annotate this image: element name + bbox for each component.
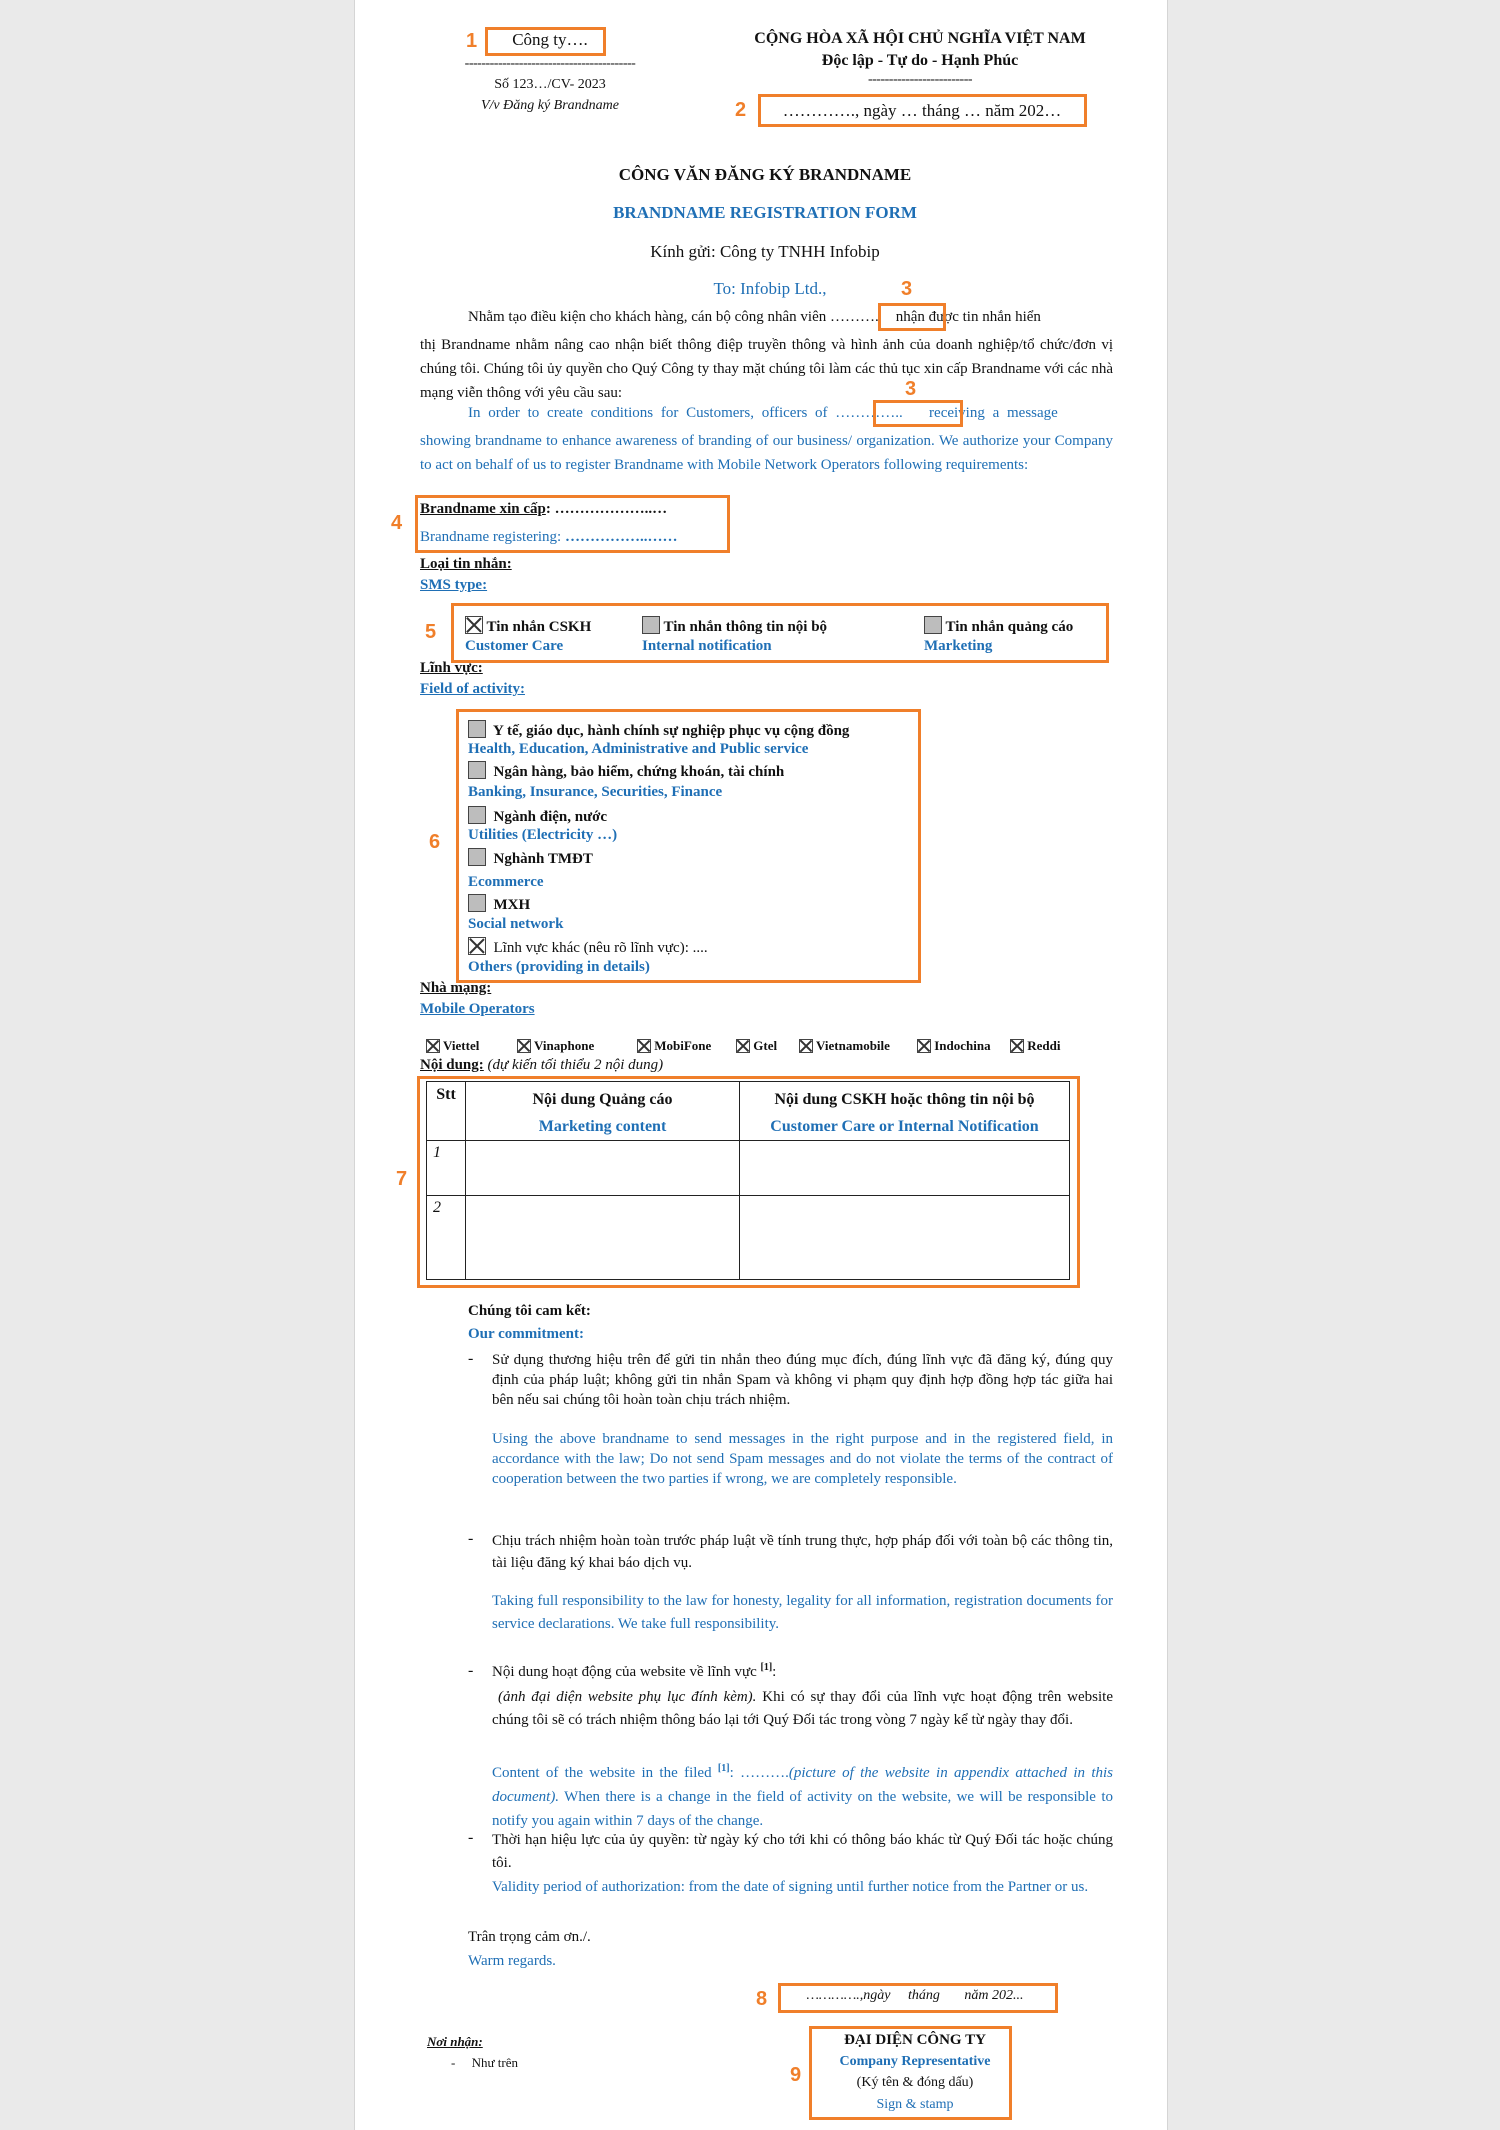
operator-vinaphone-label: Vinaphone bbox=[534, 1038, 595, 1053]
header-divider-right: ------------------------- bbox=[867, 72, 973, 87]
nation-motto: Độc lập - Tự do - Hạnh Phúc bbox=[821, 52, 1019, 69]
recipients-item-label: Như trên bbox=[471, 2055, 518, 2070]
form-title-vi: CÔNG VĂN ĐĂNG KÝ BRANDNAME bbox=[618, 165, 912, 184]
intro-vi-rest: thị Brandname nhằm nâng cao nhận biết thông điệp truyền thông và hình ảnh của doanh nghiệp/tổ chức/đơn vị chúng tôi. Chúng tôi ủy quyền cho Quý Công ty thay mặt chúng tôi làm các thủ tục xin cấp Brandname với các nhà mạng viễn thông với yêu cầu sau: bbox=[420, 337, 1113, 401]
sms-option-marketing-en: Marketing bbox=[924, 638, 993, 654]
content-label-row bbox=[420, 1057, 663, 1074]
row-number: 2 bbox=[427, 1196, 466, 1280]
field-option-others-vi: Lĩnh vực khác (nêu rõ lĩnh vực): .... bbox=[493, 940, 708, 956]
addressee-vi: Kính gửi: Công ty TNHH Infobip bbox=[650, 242, 880, 261]
commitment-3-vi-a-row: Nội dung hoạt động của website về lĩnh vực [1]: bbox=[492, 1662, 777, 1680]
operator-indochina[interactable] bbox=[917, 1038, 991, 1054]
annotation-number-6: 6 bbox=[429, 831, 441, 853]
intro-vi-blank[interactable]: ………. bbox=[829, 309, 879, 325]
footnote-ref[interactable]: [1] bbox=[717, 1763, 730, 1774]
footer-date-line[interactable]: ………….,ngày tháng năm 202... bbox=[806, 1988, 1024, 2003]
checkbox-checked-icon[interactable] bbox=[637, 1039, 651, 1053]
annotation-number-9: 9 bbox=[790, 2064, 802, 2086]
annotation-number-2: 2 bbox=[735, 99, 747, 121]
annotation-box-5 bbox=[451, 603, 1109, 663]
thanks-en: Warm regards. bbox=[468, 1953, 556, 1969]
commitment-3-vi-b bbox=[492, 1686, 1113, 1732]
annotation-box-1 bbox=[485, 27, 606, 56]
commitment-4-vi: Thời hạn hiệu lực của ủy quyền: từ ngày ký cho tới khi có thông báo khác từ Quý Đối tác hoặc chúng tôi. bbox=[492, 1832, 1113, 1871]
col-marketing-vi: Nội dung Quảng cáo bbox=[532, 1091, 673, 1108]
intro-vi-text: Nhằm tạo điều kiện cho khách hàng, cán bộ công nhân viên bbox=[468, 309, 827, 325]
recipients-item: - Như trên bbox=[451, 2055, 518, 2070]
nation-title: CỘNG HÒA XÃ HỘI CHỦ NGHĨA VIỆT NAM bbox=[754, 30, 1086, 47]
checkbox-checked-icon[interactable] bbox=[917, 1039, 931, 1053]
field-label-en: Field of activity: bbox=[420, 681, 525, 697]
annotation-box-9 bbox=[809, 2026, 1012, 2120]
sms-option-internal-en: Internal notification bbox=[642, 638, 772, 654]
operator-vietnamobile-label: Vietnamobile bbox=[816, 1038, 890, 1053]
sms-option-internal-vi: Tin nhắn thông tin nội bộ bbox=[663, 619, 828, 635]
sms-option-marketing-vi: Tin nhắn quảng cáo bbox=[945, 619, 1074, 635]
operator-viettel-label: Viettel bbox=[443, 1038, 480, 1053]
commitment-3-en-b: : ………. bbox=[729, 1765, 789, 1781]
bullet-dash: - bbox=[468, 1530, 474, 1547]
bullet-dash: - bbox=[468, 1350, 474, 1367]
field-option-health-vi: Y tế, giáo dục, hành chính sự nghiệp phục vụ cộng đồng bbox=[492, 723, 850, 739]
annotation-box-7 bbox=[417, 1076, 1080, 1288]
intro-en-rest: showing brandname to enhance awareness of branding of our business/ organization. We authorize your Company to act on behalf of us to register Brandname with Mobile Network Operators following requirements: bbox=[420, 433, 1113, 473]
sign-note-en[interactable]: Sign & stamp bbox=[876, 2097, 954, 2112]
annotation-box-6 bbox=[456, 709, 921, 983]
row-number: 1 bbox=[427, 1141, 466, 1196]
sms-option-cskh-en: Customer Care bbox=[465, 638, 564, 654]
brandname-label-en: Brandname registering: bbox=[420, 529, 562, 545]
commitment-3-en-italic: (picture of the website in appendix attached in this document). bbox=[492, 1765, 1113, 1805]
field-option-health-en: Health, Education, Administrative and Public service bbox=[468, 741, 809, 757]
checkbox-checked-icon[interactable] bbox=[736, 1039, 750, 1053]
annotation-number-8: 8 bbox=[756, 1988, 768, 2010]
field-option-utilities-en: Utilities (Electricity …) bbox=[468, 827, 618, 843]
commitment-3-vi-a: Nội dung hoạt động của website về lĩnh vực bbox=[492, 1664, 757, 1680]
annotation-box-3a bbox=[878, 303, 946, 331]
commitment-3-en-c: When there is a change in the field of activity on the website, we will be responsible to notify you again within 7 days of the change. bbox=[492, 1789, 1113, 1829]
bullet-dash: - bbox=[468, 1662, 474, 1679]
rep-title-en: Company Representative bbox=[839, 2054, 991, 2069]
doc-subject: V/v Đăng ký Brandname bbox=[480, 98, 620, 113]
sms-type-label-vi: Loại tin nhắn: bbox=[420, 556, 512, 572]
footnote-ref[interactable]: [1] bbox=[760, 1662, 773, 1673]
checkbox-checked-icon[interactable] bbox=[1010, 1039, 1024, 1053]
intro-en-text: In order to create conditions for Customers, officers of bbox=[468, 405, 828, 421]
annotation-box-4 bbox=[415, 495, 730, 553]
operator-gtel[interactable] bbox=[736, 1038, 777, 1054]
col-stt: Stt bbox=[427, 1082, 466, 1141]
content-note: (dự kiến tối thiểu 2 nội dung) bbox=[487, 1057, 664, 1073]
operator-reddi-label: Reddi bbox=[1027, 1038, 1061, 1053]
field-option-banking-vi: Ngân hàng, bảo hiểm, chứng khoán, tài chính bbox=[493, 764, 785, 780]
content-label: Nội dung: bbox=[420, 1057, 484, 1073]
intro-en-blank[interactable]: ………….. bbox=[835, 405, 903, 421]
field-option-ecommerce-vi: Nghành TMĐT bbox=[493, 851, 593, 867]
rep-title-vi: ĐẠI DIỆN CÔNG TY bbox=[844, 2032, 986, 2048]
annotation-box-2 bbox=[758, 94, 1087, 127]
annotation-box-3b bbox=[873, 400, 963, 427]
commitment-4-en: Validity period of authorization: from the date of signing until further notice from the Partner or us. bbox=[492, 1879, 1089, 1895]
commitment-title-en: Our commitment: bbox=[468, 1326, 584, 1342]
operators-label-vi: Nhà mạng: bbox=[420, 980, 492, 996]
header-divider-left: ----------------------------------------- bbox=[464, 56, 636, 71]
bullet-dash: - bbox=[468, 1829, 474, 1846]
doc-number: Số 123…/CV- 2023 bbox=[494, 77, 606, 92]
annotation-box-8 bbox=[778, 1983, 1058, 2013]
commitment-2-vi: Chịu trách nhiệm hoàn toàn trước pháp luật về tính trung thực, hợp pháp đối với toàn bộ các thông tin, tài liệu đăng ký khai báo dịch vụ. bbox=[492, 1533, 1113, 1571]
annotation-number-4: 4 bbox=[391, 512, 403, 534]
commitment-3-vi-c: Khi có sự thay đổi của lĩnh vực hoạt động trên website chúng tôi sẽ có trách nhiệm thông báo lại tới Quý Đối tác trong vòng 7 ngày kể từ ngày thay đổi. bbox=[492, 1689, 1113, 1728]
operator-indochina-label: Indochina bbox=[934, 1038, 991, 1053]
field-option-ecommerce-en: Ecommerce bbox=[468, 874, 544, 890]
operator-vietnamobile[interactable] bbox=[799, 1038, 890, 1054]
thanks-vi: Trân trọng cảm ơn./. bbox=[468, 1929, 591, 1945]
header-date-line[interactable]: …………., ngày … tháng … năm 202… bbox=[782, 101, 1062, 120]
intro-en-text-after: receiving a message bbox=[929, 405, 1058, 421]
field-label-vi: Lĩnh vực: bbox=[420, 660, 483, 676]
commitment-title-vi: Chúng tôi cam kết: bbox=[468, 1303, 591, 1319]
operator-mobifone[interactable] bbox=[637, 1038, 711, 1054]
sms-type-label-en: SMS type: bbox=[420, 577, 488, 593]
sms-option-cskh-vi: Tin nhắn CSKH bbox=[486, 619, 592, 635]
operator-vinaphone[interactable] bbox=[517, 1038, 594, 1054]
col-cskh-en: Customer Care or Internal Notification bbox=[770, 1118, 1039, 1135]
col-cskh-vi: Nội dung CSKH hoặc thông tin nội bộ bbox=[774, 1091, 1035, 1108]
commitment-3-en-a: Content of the website in the filed bbox=[492, 1765, 712, 1781]
form-title-en: BRANDNAME REGISTRATION FORM bbox=[613, 203, 917, 222]
field-option-social-en: Social network bbox=[468, 916, 564, 932]
brandname-value-en[interactable]: ……………..…… bbox=[564, 529, 678, 545]
field-option-others-en: Others (providing in details) bbox=[468, 959, 650, 975]
checkbox-checked-icon[interactable] bbox=[517, 1039, 531, 1053]
field-option-utilities-vi: Ngành điện, nước bbox=[493, 809, 608, 825]
operator-reddi[interactable] bbox=[1010, 1038, 1060, 1054]
commitment-3-en bbox=[492, 1757, 1113, 1833]
field-option-banking-en: Banking, Insurance, Securities, Finance bbox=[468, 784, 723, 800]
brandname-value-vi[interactable]: : ………………..… bbox=[545, 501, 668, 517]
commitment-3-vi-italic: (ảnh đại diện website phụ lục đính kèm). bbox=[498, 1689, 757, 1705]
recipients-label: Nơi nhận: bbox=[427, 2034, 483, 2049]
operator-viettel[interactable] bbox=[426, 1038, 479, 1054]
annotation-number-3b: 3 bbox=[905, 378, 917, 400]
annotation-number-1: 1 bbox=[466, 30, 478, 52]
addressee-en: To: Infobip Ltd., bbox=[713, 279, 827, 298]
operators-label-en: Mobile Operators bbox=[420, 1001, 535, 1017]
col-marketing-en: Marketing content bbox=[538, 1118, 667, 1135]
intro-vi-line1 bbox=[468, 309, 1041, 326]
commitment-1-en: Using the above brandname to send messages in the right purpose and in the registered field, in accordance with the law; Do not send Spam messages and do not violate the terms of the contract of cooperation between the two parties if wrong, we are completely responsible. bbox=[492, 1431, 1113, 1487]
brandname-label-vi: Brandname xin cấp bbox=[420, 501, 546, 517]
field-option-social-vi: MXH bbox=[493, 897, 531, 913]
commitment-1-vi: Sử dụng thương hiệu trên để gửi tin nhắn theo đúng mục đích, đúng lĩnh vực đã đăng ký, đúng quy định của pháp luật; không gửi tin nhắn Spam và không vi phạm quy định hợp đồng hợp tác giữa hai bên nếu sai chúng tôi hoàn toàn chịu trách nhiệm. bbox=[492, 1352, 1113, 1408]
commitment-2-en: Taking full responsibility to the law for honesty, legality for all information, registration documents for service declarations. We take full responsibility. bbox=[492, 1593, 1113, 1632]
checkbox-checked-icon[interactable] bbox=[426, 1039, 440, 1053]
intro-en-line1 bbox=[468, 405, 1058, 422]
operator-gtel-label: Gtel bbox=[753, 1038, 778, 1053]
intro-vi-text-after: nhận được tin nhắn hiển bbox=[895, 309, 1041, 325]
sign-note-vi: (Ký tên & đóng dấu) bbox=[856, 2075, 974, 2090]
checkbox-checked-icon[interactable] bbox=[799, 1039, 813, 1053]
company-name[interactable]: Công ty…. bbox=[512, 30, 588, 49]
annotation-number-7: 7 bbox=[396, 1168, 408, 1190]
operator-mobifone-label: MobiFone bbox=[654, 1038, 712, 1053]
annotation-number-3a: 3 bbox=[901, 278, 913, 300]
annotation-number-5: 5 bbox=[425, 621, 437, 643]
